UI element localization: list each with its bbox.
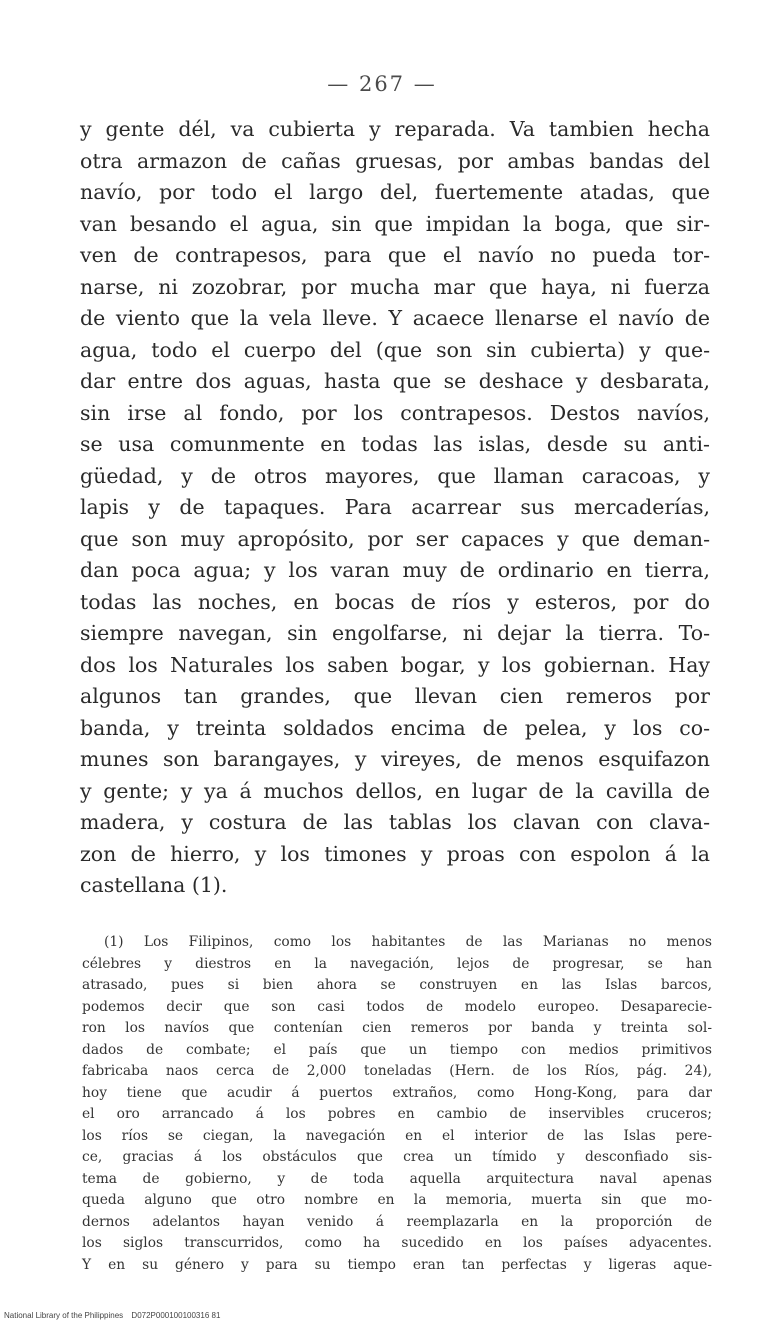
text-line: narse, ni zozobrar, por mucha mar que haya, ni fuerza <box>80 274 710 299</box>
page-number: — 267 — <box>327 72 437 96</box>
text-line: y gente dél, va cubierta y reparada. Va tambien hecha <box>80 117 710 141</box>
footnote-line: el oro arrancado á los pobres en cambio de inservibles cruceros; <box>82 1106 712 1122</box>
text-line: todas las noches, en bocas de ríos y esteros, por do <box>80 589 710 614</box>
text-line: dar entre dos aguas, hasta que se deshace y desbarata, <box>80 369 710 393</box>
footnote-line: dados de combate; el país que un tiempo con medios primitivos <box>82 1041 712 1058</box>
text-line: se usa comunmente en todas las islas, desde su anti- <box>80 432 710 456</box>
library-caption: National Library of the Philippines <box>4 1311 124 1320</box>
footnote-line: Y en su género y para su tiempo eran tan perfectas y ligeras aque- <box>82 1256 712 1273</box>
footnote <box>82 932 712 1276</box>
footnote-line: podemos decir que son casi todos de modelo europeo. Desaparecie- <box>82 998 712 1015</box>
text-line: madera, y costura de las tablas los clavan con clava- <box>80 810 710 834</box>
text-line: que son muy apropósito, por ser capaces y que deman- <box>80 526 710 551</box>
text-line: lapis y de tapaques. Para acarrear sus mercaderías, <box>80 495 710 519</box>
document-code: D072P000100100316 81 <box>131 1311 221 1320</box>
footnote-line: atrasado, pues si bien ahora se construyen en las Islas barcos, <box>82 977 712 993</box>
footnote-line: ron los navíos que contenían cien remeros por banda y treinta sol- <box>82 1020 712 1036</box>
footnote-line: dernos adelantos hayan venido á reemplazarla en la proporción de <box>82 1213 712 1230</box>
text-line: otra armazon de cañas gruesas, por ambas bandas del <box>80 148 710 173</box>
footnote-line: ce, gracias á los obstáculos que crea un tímido y desconfiado sis- <box>82 1149 712 1165</box>
text-line: de viento que la vela lleve. Y acaece llenarse el navío de <box>80 306 710 330</box>
text-line: sin irse al fondo, por los contrapesos. Destos navíos, <box>80 400 710 425</box>
footnote-line: los ríos se ciegan, la navegación en el interior de las Islas pere- <box>82 1127 712 1144</box>
footnote-line: (1) Los Filipinos, como los habitantes de las Marianas no menos <box>104 934 712 950</box>
text-line: siempre navegan, sin engolfarse, ni dejar la tierra. To- <box>80 621 710 645</box>
text-line: van besando el agua, sin que impidan la boga, que sir- <box>80 211 710 236</box>
scan-caption <box>4 1311 220 1320</box>
main-text-body <box>80 114 710 902</box>
text-line: ven de contrapesos, para que el navío no pueda tor- <box>80 243 710 267</box>
footnote-line: fabricaba naos cerca de 2,000 toneladas (Hern. de los Ríos, pág. 24), <box>82 1063 712 1079</box>
text-line: dos los Naturales los saben bogar, y los gobiernan. Hay <box>80 652 710 677</box>
text-line: munes son barangayes, y vireyes, de menos esquifazon <box>80 747 710 771</box>
footnote-line: tema de gobierno, y de toda aquella arquitectura naval apenas <box>82 1170 712 1187</box>
footnote-line: los siglos transcurridos, como ha sucedido en los países adyacentes. <box>82 1235 712 1251</box>
text-line: zon de hierro, y los timones y proas con espolon á la <box>80 841 710 866</box>
footnote-line: célebres y diestros en la navegación, lejos de progresar, se han <box>82 955 712 972</box>
text-line: y gente; y ya á muchos dellos, en lugar de la cavilla de <box>80 778 710 803</box>
text-line: güedad, y de otros mayores, que llaman caracoas, y <box>80 463 710 488</box>
footnote-line: hoy tiene que acudir á puertos extraños, como Hong-Kong, para dar <box>82 1084 712 1101</box>
text-line: castellana (1). <box>80 873 228 897</box>
text-line: navío, por todo el largo del, fuertemente atadas, que <box>80 180 710 204</box>
text-line: algunos tan grandes, que llevan cien remeros por <box>80 684 710 708</box>
text-line: agua, todo el cuerpo del (que son sin cubierta) y que- <box>80 337 710 362</box>
text-line: dan poca agua; y los varan muy de ordinario en tierra, <box>80 558 710 582</box>
footnote-line: queda alguno que otro nombre en la memoria, muerta sin que mo- <box>82 1192 712 1208</box>
text-line: banda, y treinta soldados encima de pelea, y los co- <box>80 715 710 740</box>
